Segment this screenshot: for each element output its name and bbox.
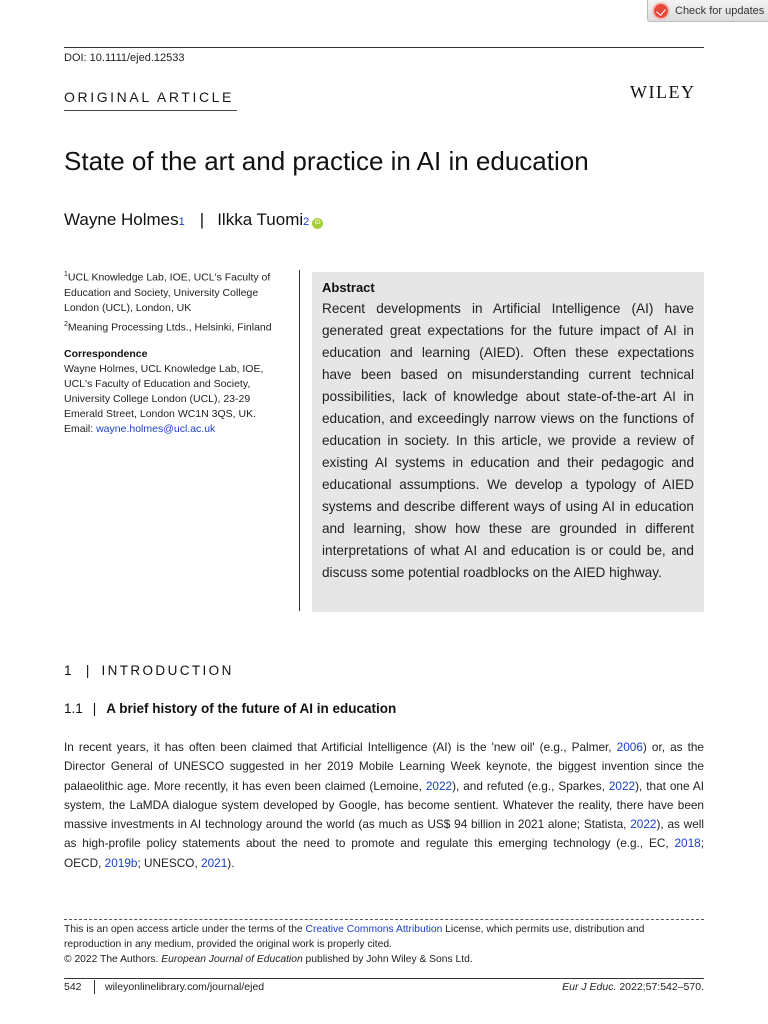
citation-link[interactable]: 2022 [425,778,453,793]
footnote-text: This is an open access article under the terms of the [64,924,306,935]
page-number: 542 [64,981,82,993]
citation-link[interactable]: 2018 [674,836,701,851]
section-number: 1 [64,663,74,678]
abstract-heading: Abstract [322,280,375,295]
body-paragraph [64,738,704,873]
journal-url[interactable]: wileyonlinelibrary.com/journal/ejed [105,981,265,993]
header-rule [64,47,704,48]
body-text: ), and refuted (e.g., Sparkes, [452,778,609,793]
affiliation-2 [64,317,294,336]
correspondence-email-link[interactable]: wayne.holmes@ucl.ac.uk [96,423,216,435]
subsection-separator: | [92,701,97,716]
email-label: Email: [64,423,97,435]
author-name[interactable]: Wayne Holmes [64,210,179,229]
check-updates-icon [654,4,668,18]
abstract-text: Recent developments in Artificial Intelligence (AI) have generated great expectations for the future impact of AI in education and learning (AIED). Often these expectations have been based on misunderstanding current technical possibilities, lack of knowledge about state-of-the-art AI in education, and exceedingly narrow views on the functions of education in society. In this article, we provide a review of existing AI systems in education and their pedagogic and educational assumptions. We develop a typology of AIED systems and describe different ways of using AI in education and learning, show how these are grounded in different interpretations of what AI and education is or could be, and discuss some potential roadblocks on the AIED highway. [322,301,694,580]
body-text: ; UNESCO, [137,855,202,870]
orcid-icon[interactable]: iD [312,218,323,229]
subsection-title: A brief history of the future of AI in education [106,701,397,716]
correspondence-address: Wayne Holmes, UCL Knowledge Lab, IOE, UCL's Faculty of Education and Society, University College London (UCL), 23-29 Emerald Street, London WC1N 3QS, UK. [64,363,264,420]
body-text: ). [227,855,235,870]
subsection-number: 1.1 [64,701,83,716]
body-text: ; OECD, [64,836,704,870]
footer-rule [64,978,704,979]
section-separator: | [85,663,90,678]
author-affiliation-ref[interactable]: 2 [303,216,310,228]
section-heading [64,663,234,678]
doi[interactable]: DOI: 10.1111/ejed.12533 [64,52,185,64]
article-type: ORIGINAL ARTICLE [64,89,234,105]
footnote-text: License, which permits use, distribution and reproduction in any medium, provided the original work is properly cited. [64,924,645,950]
author-list [64,210,323,230]
author-name[interactable]: Ilkka Tuomi [217,210,304,229]
citation-text: 2022;57:542–570. [616,981,704,993]
subsection-heading [64,701,396,716]
check-for-updates-button[interactable] [647,0,768,22]
citation-link[interactable]: 2019b [104,855,138,870]
journal-abbrev: Eur J Educ. [562,981,617,993]
footer-citation [562,981,704,993]
copyright-text: © 2022 The Authors. [64,954,162,965]
citation-link[interactable]: 2022 [608,778,636,793]
affiliation-number: 2 [64,321,68,328]
column-divider [299,270,300,611]
abstract-box [312,272,704,612]
author-separator: | [199,210,205,229]
check-updates-label: Check for updates [675,4,765,17]
affiliation-text: UCL Knowledge Lab, IOE, UCL's Faculty of Education and Society, University College London (UCL), London, UK [64,271,271,314]
affiliation-text: Meaning Processing Ltds., Helsinki, Finland [67,321,272,334]
publisher-logo[interactable]: WILEY [630,82,696,102]
article-type-underline [64,110,237,111]
footnote-text: published by John Wiley & Sons Ltd. [302,954,473,965]
affiliation-number: 1 [64,271,68,278]
journal-name: European Journal of Education [161,954,303,965]
author-affiliation-ref[interactable]: 1 [178,216,185,228]
body-text: ), that one AI system, the LaMDA dialogue system developed by Google, has become sentient. Whatever the reality, there have been massive investments in AI technology around the world (as much as US$ 94 billion in 2021 alone; Statista, [64,778,704,832]
footnote-rule [64,919,704,920]
citation-link[interactable]: 2022 [630,817,657,832]
footer-separator [94,980,95,994]
correspondence-heading: Correspondence [64,348,148,360]
body-text: ), as well as high-profile policy statements about the need to promote and regulate this emerging technology (e.g., EC, [64,817,704,851]
affiliation-1 [64,267,294,316]
license-link[interactable]: Creative Commons Attribution [305,924,443,935]
article-title: State of the art and practice in AI in education [64,146,589,176]
section-title: INTRODUCTION [101,663,234,678]
license-footnote [64,922,704,967]
body-text: In recent years, it has often been claimed that Artificial Intelligence (AI) is the 'new oil' (e.g., Palmer, [64,740,617,754]
citation-link[interactable]: 2021 [201,855,228,870]
correspondence-text [64,362,289,437]
body-text: ) or, as the Director General of UNESCO suggested in her 2019 Mobile Learning Week keynote, the biggest invention since the palaeolithic age. More recently, it has even been claimed (Lemoine, [64,740,704,793]
citation-link[interactable]: 2006 [616,740,643,754]
